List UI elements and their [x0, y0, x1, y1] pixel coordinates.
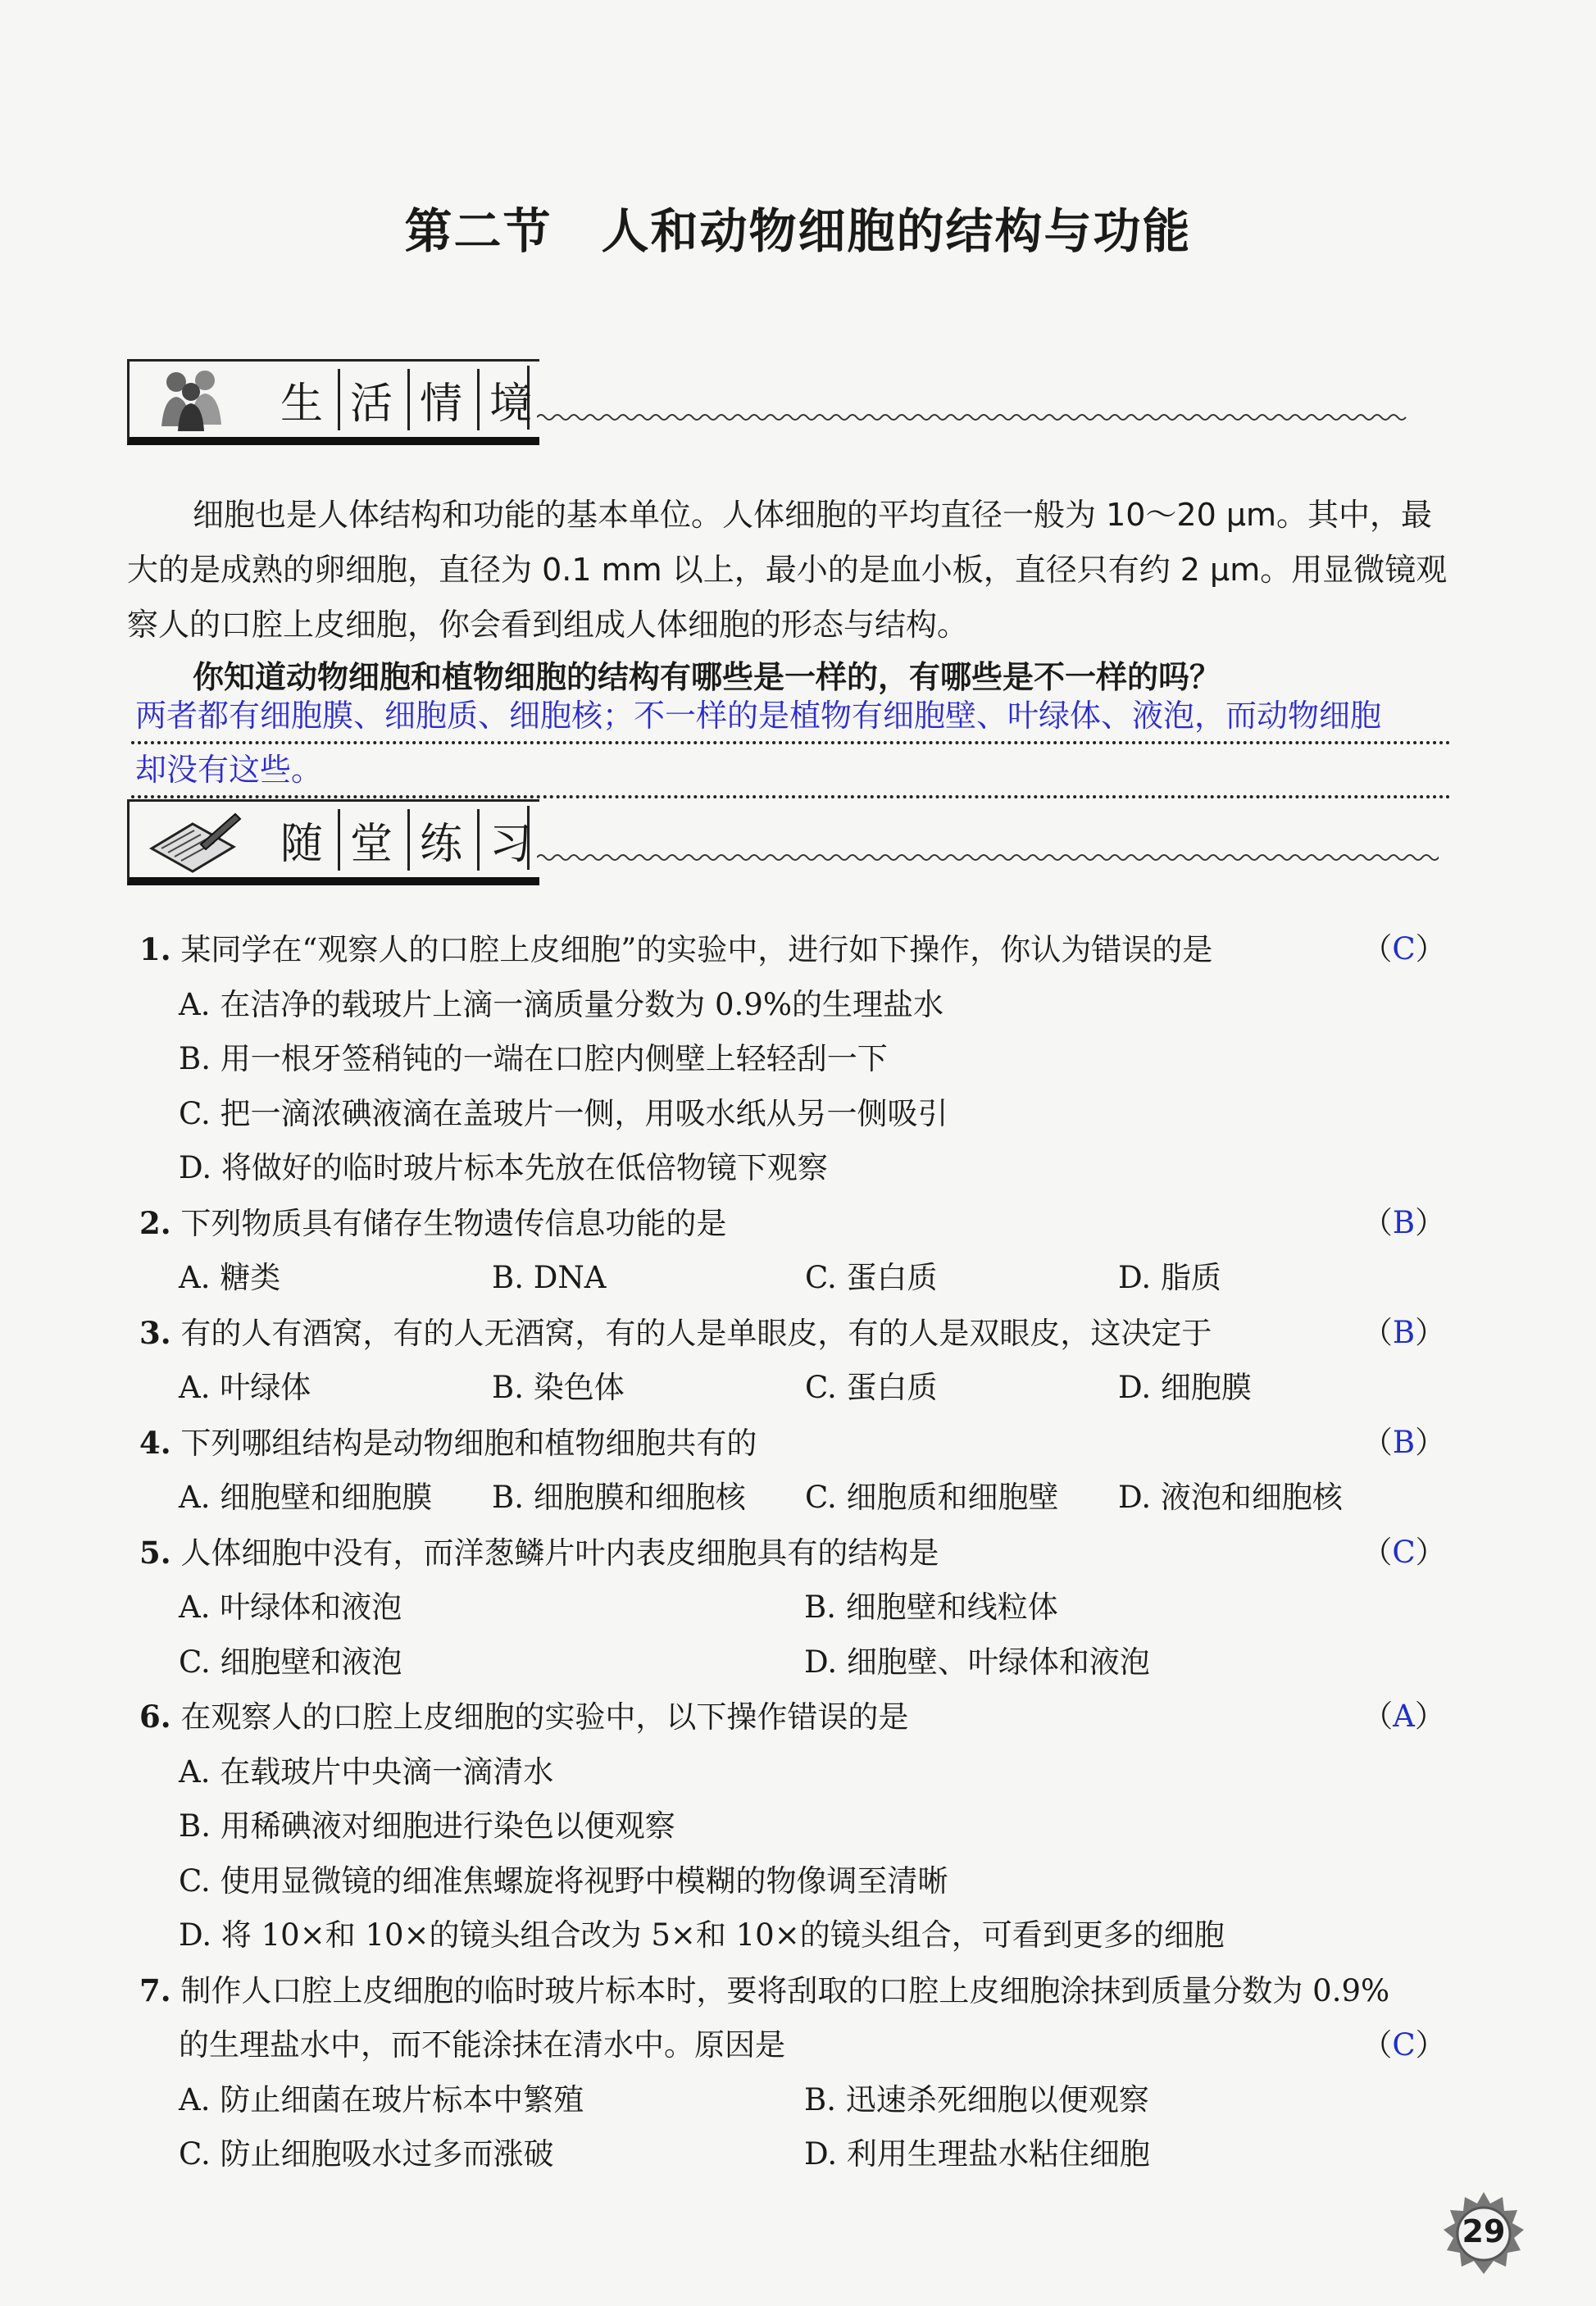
- paren-open: （: [1362, 1424, 1393, 1460]
- question-number: 5.: [139, 1534, 171, 1571]
- answer-bracket: [1357, 1196, 1451, 1251]
- answer-bracket: [1357, 1306, 1451, 1361]
- option: D. 细胞膜: [1118, 1370, 1252, 1405]
- section-header-practice: [127, 799, 1439, 881]
- question-item: [139, 1416, 1451, 1526]
- paren-close: ）: [1415, 2027, 1446, 2063]
- section-header-life-context: [127, 359, 1439, 441]
- option: A. 在洁净的载玻片上滴一滴质量分数为 0.9%的生理盐水: [179, 986, 944, 1022]
- title-char: 情: [410, 369, 480, 430]
- paren-open: （: [1362, 931, 1393, 967]
- option: D. 细胞壁、叶绿体和液泡: [804, 1644, 1150, 1680]
- answer-bracket: [1357, 922, 1451, 977]
- paren-close: ）: [1415, 1314, 1446, 1350]
- question-item: [139, 1526, 1451, 1690]
- question-item: [139, 1690, 1451, 1963]
- discussion-question: 你知道动物细胞和植物细胞的结构有哪些是一样的，有哪些是不一样的吗？: [193, 659, 1221, 695]
- question-stem: 下列物质具有储存生物遗传信息功能的是: [180, 1205, 727, 1241]
- question-number: 4.: [139, 1424, 171, 1461]
- answer-letter: C: [1392, 2027, 1416, 2063]
- paren-close: ）: [1415, 1204, 1446, 1240]
- option: A. 防止细菌在玻片标本中繁殖: [179, 2081, 584, 2117]
- paren-open: （: [1362, 1534, 1393, 1570]
- title-char: 习: [489, 820, 538, 869]
- answer-bracket: [1357, 1690, 1451, 1744]
- answer-line: 两者都有细胞膜、细胞质、细胞核；不一样的是植物有细胞壁、叶绿体、液泡，而动物细胞: [131, 690, 1451, 744]
- question-number: 7.: [139, 1972, 171, 2008]
- title-char: 境: [489, 380, 538, 429]
- exercise-list: [139, 922, 1451, 2182]
- option: B. DNA: [492, 1260, 607, 1295]
- page-number: 29: [1462, 2213, 1506, 2249]
- wavy-rule: [537, 412, 1439, 423]
- option: C. 使用显微镜的细准焦螺旋将视野中模糊的物像调至清晰: [179, 1863, 948, 1899]
- notebook-pen-icon: [143, 807, 242, 873]
- title-char: 练: [410, 809, 480, 871]
- section-title-life-context: [271, 369, 547, 430]
- handwritten-answer: [131, 690, 1451, 798]
- question-item: [139, 1306, 1451, 1416]
- question-item: [139, 922, 1451, 1196]
- question-number: 2.: [139, 1204, 171, 1241]
- option: C. 把一滴浓碘液滴在盖玻片一侧，用吸水纸从另一侧吸引: [179, 1095, 948, 1131]
- question-number: 3.: [139, 1314, 171, 1351]
- question-number: 6.: [139, 1699, 171, 1735]
- answer-bracket: [1357, 1526, 1451, 1581]
- option: A. 叶绿体和液泡: [179, 1590, 402, 1625]
- paren-open: （: [1362, 1204, 1393, 1240]
- question-stem: 下列哪组结构是动物细胞和植物细胞共有的: [180, 1425, 757, 1461]
- option: B. 染色体: [492, 1370, 625, 1405]
- question-stem: 人体细胞中没有，而洋葱鳞片叶内表皮细胞具有的结构是: [180, 1535, 939, 1571]
- answer-bracket: [1357, 1416, 1451, 1471]
- paren-close: ）: [1415, 931, 1446, 967]
- question-stem: 在观察人的口腔上皮细胞的实验中，以下操作错误的是: [180, 1699, 909, 1735]
- option: A. 在载玻片中央滴一滴清水: [179, 1753, 554, 1790]
- option: D. 将 10×和 10×的镜头组合改为 5×和 10×的镜头组合，可看到更多的细胞: [179, 1917, 1225, 1953]
- option: D. 将做好的临时玻片标本先放在低倍物镜下观察: [179, 1150, 828, 1185]
- question-number: 1.: [139, 931, 171, 967]
- option: B. 迅速杀死细胞以便观察: [804, 2081, 1149, 2117]
- answer-letter: C: [1392, 931, 1416, 967]
- title-char: 生: [271, 369, 340, 430]
- question-stem: 某同学在“观察人的口腔上皮细胞”的实验中，进行如下操作，你认为错误的是: [180, 932, 1213, 967]
- answer-letter: B: [1392, 1314, 1416, 1350]
- option: C. 细胞质和细胞壁: [805, 1480, 1059, 1515]
- option: A. 糖类: [179, 1260, 281, 1295]
- question-item: [139, 1196, 1451, 1306]
- title-char: 堂: [340, 809, 410, 871]
- paren-open: （: [1362, 2027, 1393, 2063]
- paren-open: （: [1362, 1314, 1393, 1350]
- question-item: [139, 1963, 1451, 2182]
- question-stem: 制作人口腔上皮细胞的临时玻片标本时，要将刮取的口腔上皮细胞涂抹到质量分数为 0.9%: [180, 1972, 1390, 2008]
- option: B. 细胞膜和细胞核: [492, 1480, 746, 1515]
- title-char: 活: [340, 369, 410, 430]
- option: B. 细胞壁和线粒体: [804, 1590, 1058, 1625]
- section-title-practice: [271, 809, 547, 871]
- option: B. 用稀碘液对细胞进行染色以便观察: [179, 1808, 675, 1844]
- question-stem: 有的人有酒窝，有的人无酒窝，有的人是单眼皮，有的人是双眼皮，这决定于: [180, 1315, 1212, 1351]
- option: C. 防止细胞吸水过多而涨破: [179, 2136, 554, 2172]
- paren-close: ）: [1415, 1534, 1446, 1570]
- question-stem-continued: 的生理盐水中，而不能涂抹在清水中。原因是: [179, 2027, 785, 2063]
- answer-bracket: [1357, 2018, 1451, 2073]
- answer-line: 却没有这些。: [131, 744, 1451, 798]
- answer-letter: B: [1392, 1424, 1416, 1460]
- option: C. 蛋白质: [805, 1370, 938, 1405]
- option: D. 脂质: [1118, 1260, 1221, 1295]
- people-icon: [143, 367, 242, 433]
- option: D. 利用生理盐水粘住细胞: [804, 2136, 1150, 2172]
- answer-letter: B: [1392, 1204, 1416, 1240]
- wavy-rule: [537, 852, 1439, 863]
- page-title: 第二节 人和动物细胞的结构与功能: [404, 203, 1192, 259]
- option: C. 细胞壁和液泡: [179, 1644, 402, 1680]
- option: D. 液泡和细胞核: [1118, 1480, 1343, 1515]
- answer-letter: C: [1392, 1534, 1416, 1570]
- paren-close: ）: [1414, 1699, 1445, 1734]
- page-number-badge: [1439, 2189, 1529, 2279]
- option: B. 用一根牙签稍钝的一端在口腔内侧壁上轻轻刮一下: [179, 1041, 888, 1076]
- option: A. 细胞壁和细胞膜: [179, 1480, 433, 1515]
- intro-paragraph: 细胞也是人体结构和功能的基本单位。人体细胞的平均直径一般为 10～20 μm。其中，最大的是成熟的卵细胞，直径为 0.1 mm 以上，最小的是血小板，直径只有约 2 μm。用显微镜观察人的口腔上皮细胞，你会看到组成人体细胞的形态与结构。: [127, 497, 1448, 643]
- answer-letter: A: [1393, 1699, 1415, 1734]
- option: A. 叶绿体: [179, 1370, 311, 1405]
- paren-open: （: [1362, 1699, 1394, 1734]
- title-char: 随: [271, 809, 340, 871]
- paren-close: ）: [1415, 1424, 1446, 1460]
- option: C. 蛋白质: [805, 1260, 938, 1295]
